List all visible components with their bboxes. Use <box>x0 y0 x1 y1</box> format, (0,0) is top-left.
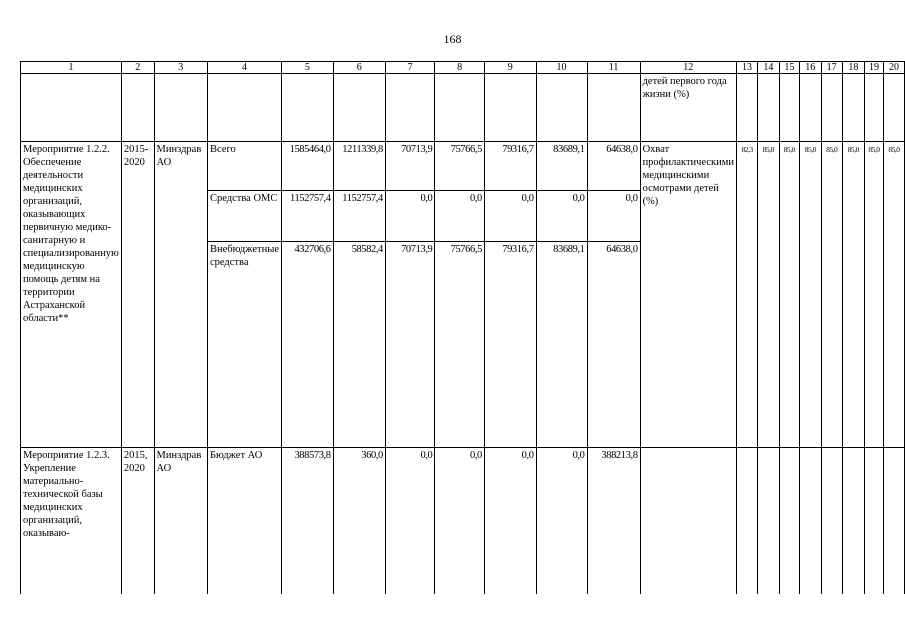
value-cell: 75766,5 <box>435 142 485 191</box>
value-cell: 1585464,0 <box>281 142 333 191</box>
col-header: 17 <box>821 62 842 74</box>
page-number: 168 <box>443 32 462 46</box>
table-row <box>21 448 905 594</box>
col-header: 3 <box>154 62 207 74</box>
target-cell: 85,0 <box>799 142 821 448</box>
value-cell: 432706,6 <box>281 242 333 448</box>
target-cell: 85,0 <box>865 142 884 448</box>
continuation-row <box>21 74 905 142</box>
table-cell <box>779 74 799 142</box>
table-cell <box>640 448 736 594</box>
table-cell <box>737 448 758 594</box>
table-cell <box>281 74 333 142</box>
col-header: 11 <box>587 62 640 74</box>
table-cell <box>536 74 587 142</box>
value-cell: 64638,0 <box>587 142 640 191</box>
value-cell: 75766,5 <box>435 242 485 448</box>
indicator-cell: детей первого года жизни (%) <box>640 74 736 142</box>
executor-cell: Минздрав АО <box>154 448 207 594</box>
table-cell <box>758 448 780 594</box>
col-header: 5 <box>281 62 333 74</box>
executor-cell: Минздрав АО <box>154 142 207 448</box>
table-cell <box>821 448 842 594</box>
source-cell: Бюджет АО <box>208 448 282 594</box>
value-cell: 83689,1 <box>536 142 587 191</box>
source-cell: Всего <box>208 142 282 191</box>
value-cell: 360,0 <box>333 448 385 594</box>
col-header: 9 <box>484 62 536 74</box>
table-cell <box>842 448 864 594</box>
value-cell: 0,0 <box>484 448 536 594</box>
col-header: 7 <box>385 62 435 74</box>
table-cell <box>435 74 485 142</box>
table-cell <box>865 448 884 594</box>
target-cell: 85,0 <box>842 142 864 448</box>
value-cell: 0,0 <box>385 191 435 242</box>
target-cell: 85,0 <box>821 142 842 448</box>
value-cell: 388573,8 <box>281 448 333 594</box>
value-cell: 0,0 <box>435 191 485 242</box>
table-cell <box>208 74 282 142</box>
col-header: 15 <box>779 62 799 74</box>
source-cell: Внебюджетные средства <box>208 242 282 448</box>
table-cell <box>154 74 207 142</box>
target-cell: 85,0 <box>883 142 904 448</box>
col-header: 2 <box>121 62 154 74</box>
col-header: 6 <box>333 62 385 74</box>
col-header: 18 <box>842 62 864 74</box>
value-cell: 79316,7 <box>484 142 536 191</box>
value-cell: 58582,4 <box>333 242 385 448</box>
table-cell <box>842 74 864 142</box>
table-cell <box>821 74 842 142</box>
table-cell <box>385 74 435 142</box>
value-cell: 1211339,8 <box>333 142 385 191</box>
value-cell: 0,0 <box>435 448 485 594</box>
budget-table <box>20 61 905 594</box>
col-header: 16 <box>799 62 821 74</box>
table-cell <box>865 74 884 142</box>
period-cell: 2015-2020 <box>121 142 154 448</box>
period-cell: 2015, 2020 <box>121 448 154 594</box>
col-header: 8 <box>435 62 485 74</box>
table-cell <box>737 74 758 142</box>
indicator-cell: Охват профилактическими медицинскими осмотрами детей (%) <box>640 142 736 448</box>
col-header: 1 <box>21 62 122 74</box>
table-cell <box>758 74 780 142</box>
value-cell: 0,0 <box>385 448 435 594</box>
col-header: 12 <box>640 62 736 74</box>
table-cell <box>799 74 821 142</box>
value-cell: 0,0 <box>536 191 587 242</box>
col-header: 13 <box>737 62 758 74</box>
event-name-cell: Мероприятие 1.2.3. Укрепление материально-технической базы медицинских организаций, оказываю- <box>21 448 122 594</box>
col-header: 20 <box>883 62 904 74</box>
table-cell <box>799 448 821 594</box>
value-cell: 1152757,4 <box>333 191 385 242</box>
table-cell <box>121 74 154 142</box>
table-cell <box>587 74 640 142</box>
table-cell <box>21 74 122 142</box>
col-header: 14 <box>758 62 780 74</box>
value-cell: 70713,9 <box>385 242 435 448</box>
table-row <box>21 142 905 191</box>
table-cell <box>779 448 799 594</box>
table-cell <box>883 448 904 594</box>
table-cell <box>333 74 385 142</box>
value-cell: 0,0 <box>536 448 587 594</box>
column-number-row <box>21 62 905 74</box>
source-cell: Средства ОМС <box>208 191 282 242</box>
value-cell: 64638,0 <box>587 242 640 448</box>
table-cell <box>883 74 904 142</box>
target-cell: 85,0 <box>779 142 799 448</box>
event-name-cell: Мероприятие 1.2.2. Обеспечение деятельности медицинских организаций, оказывающих первичную медико-санитарную и специализированную медицинскую помощь детям на территории Астраханской области** <box>21 142 122 448</box>
table-cell <box>484 74 536 142</box>
col-header: 4 <box>208 62 282 74</box>
target-cell: 82,3 <box>737 142 758 448</box>
col-header: 19 <box>865 62 884 74</box>
col-header: 10 <box>536 62 587 74</box>
value-cell: 79316,7 <box>484 242 536 448</box>
value-cell: 70713,9 <box>385 142 435 191</box>
value-cell: 1152757,4 <box>281 191 333 242</box>
value-cell: 0,0 <box>484 191 536 242</box>
value-cell: 83689,1 <box>536 242 587 448</box>
target-cell: 85,0 <box>758 142 780 448</box>
value-cell: 0,0 <box>587 191 640 242</box>
value-cell: 388213,8 <box>587 448 640 594</box>
